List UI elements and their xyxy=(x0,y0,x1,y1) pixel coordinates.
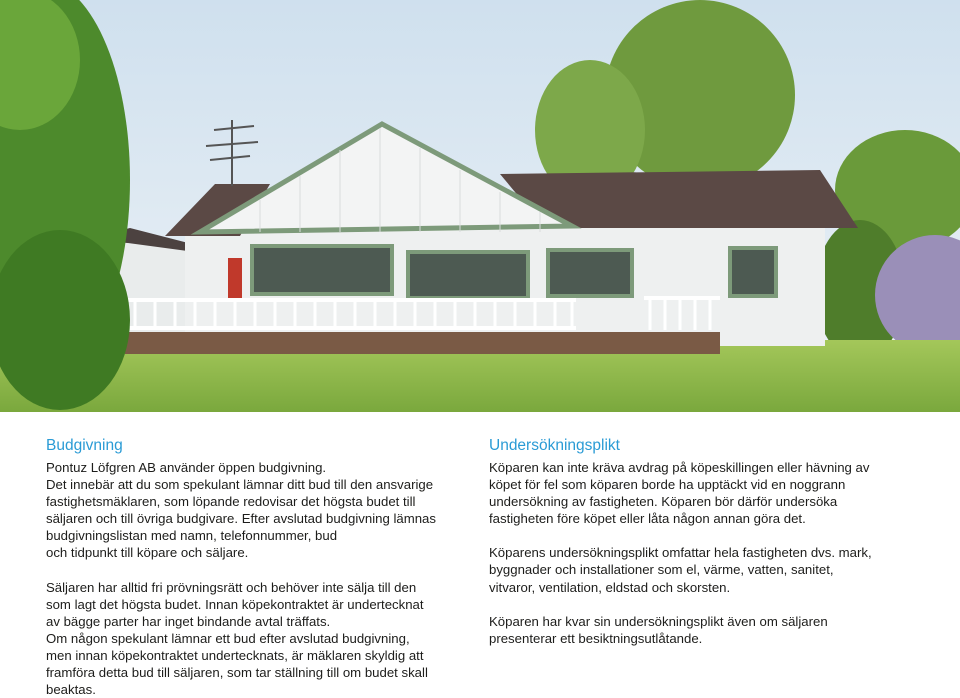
text-line: fastigheten före köpet eller låta någon annan göra det. xyxy=(489,511,806,527)
text-line: Köparens undersökningsplikt omfattar hela fastigheten dvs. mark, xyxy=(489,545,872,561)
text-line: Säljaren har alltid fri prövningsrätt och behöver inte sälja till den xyxy=(46,579,417,595)
text-line: fastighetsmäklaren, som löpande redovisar det högsta budet till xyxy=(46,494,416,510)
inspection-paragraph-3 xyxy=(489,613,929,647)
bidding-section xyxy=(46,436,476,698)
text-line: och tidpunkt till köpare och säljare. xyxy=(46,545,249,561)
text-line: köpet för fel som köparen borde ha upptäckt vid en noggrann xyxy=(489,477,846,493)
inspection-paragraph-2 xyxy=(489,544,929,595)
text-line: presenterar ett besiktningsutlåtande. xyxy=(489,630,703,646)
inspection-duty-title: Undersökningsplikt xyxy=(489,437,620,454)
inspection-duty-section xyxy=(489,436,929,647)
bidding-paragraph-2 xyxy=(46,579,476,698)
text-line: beaktas. xyxy=(46,682,96,698)
text-line: Det innebär att du som spekulant lämnar ditt bud till den ansvarige xyxy=(46,477,434,493)
text-line: men innan köpekontraktet undertecknats, är mäklaren skyldig att xyxy=(46,647,424,663)
bidding-title: Budgivning xyxy=(46,437,123,454)
text-line: undersökning av fastigheten. Köparen bör därför undersöka xyxy=(489,494,838,510)
text-line: budgivningslistan med namn, telefonnummer, bud xyxy=(46,528,338,544)
text-line: Köparen kan inte kräva avdrag på köpeskillingen eller hävning av xyxy=(489,460,870,475)
text-line: av bägge parter har inget bindande avtal träffats. xyxy=(46,613,331,629)
text-line: Köparen har kvar sin undersökningsplikt även om säljaren xyxy=(489,613,828,629)
text-line: byggnader och installationer som el, värme, vatten, sanitet, xyxy=(489,562,834,578)
text-line: Pontuz Löfgren AB använder öppen budgivning. xyxy=(46,460,327,475)
text-line: Om någon spekulant lämnar ett bud efter avslutad budgivning, xyxy=(46,630,410,646)
text-line: som lagt det högsta budet. Innan köpekontraktet är undertecknat xyxy=(46,596,424,612)
text-line: säljaren och till övriga budgivare. Efter avslutad budgivning lämnas xyxy=(46,511,436,527)
text-line: framföra detta bud till säljaren, som tar ställning till om budet skall xyxy=(46,665,428,681)
text-line: vitvaror, ventilation, eldstad och skorsten. xyxy=(489,579,731,595)
inspection-paragraph-1 xyxy=(489,459,929,527)
bidding-paragraph-1 xyxy=(46,459,476,562)
